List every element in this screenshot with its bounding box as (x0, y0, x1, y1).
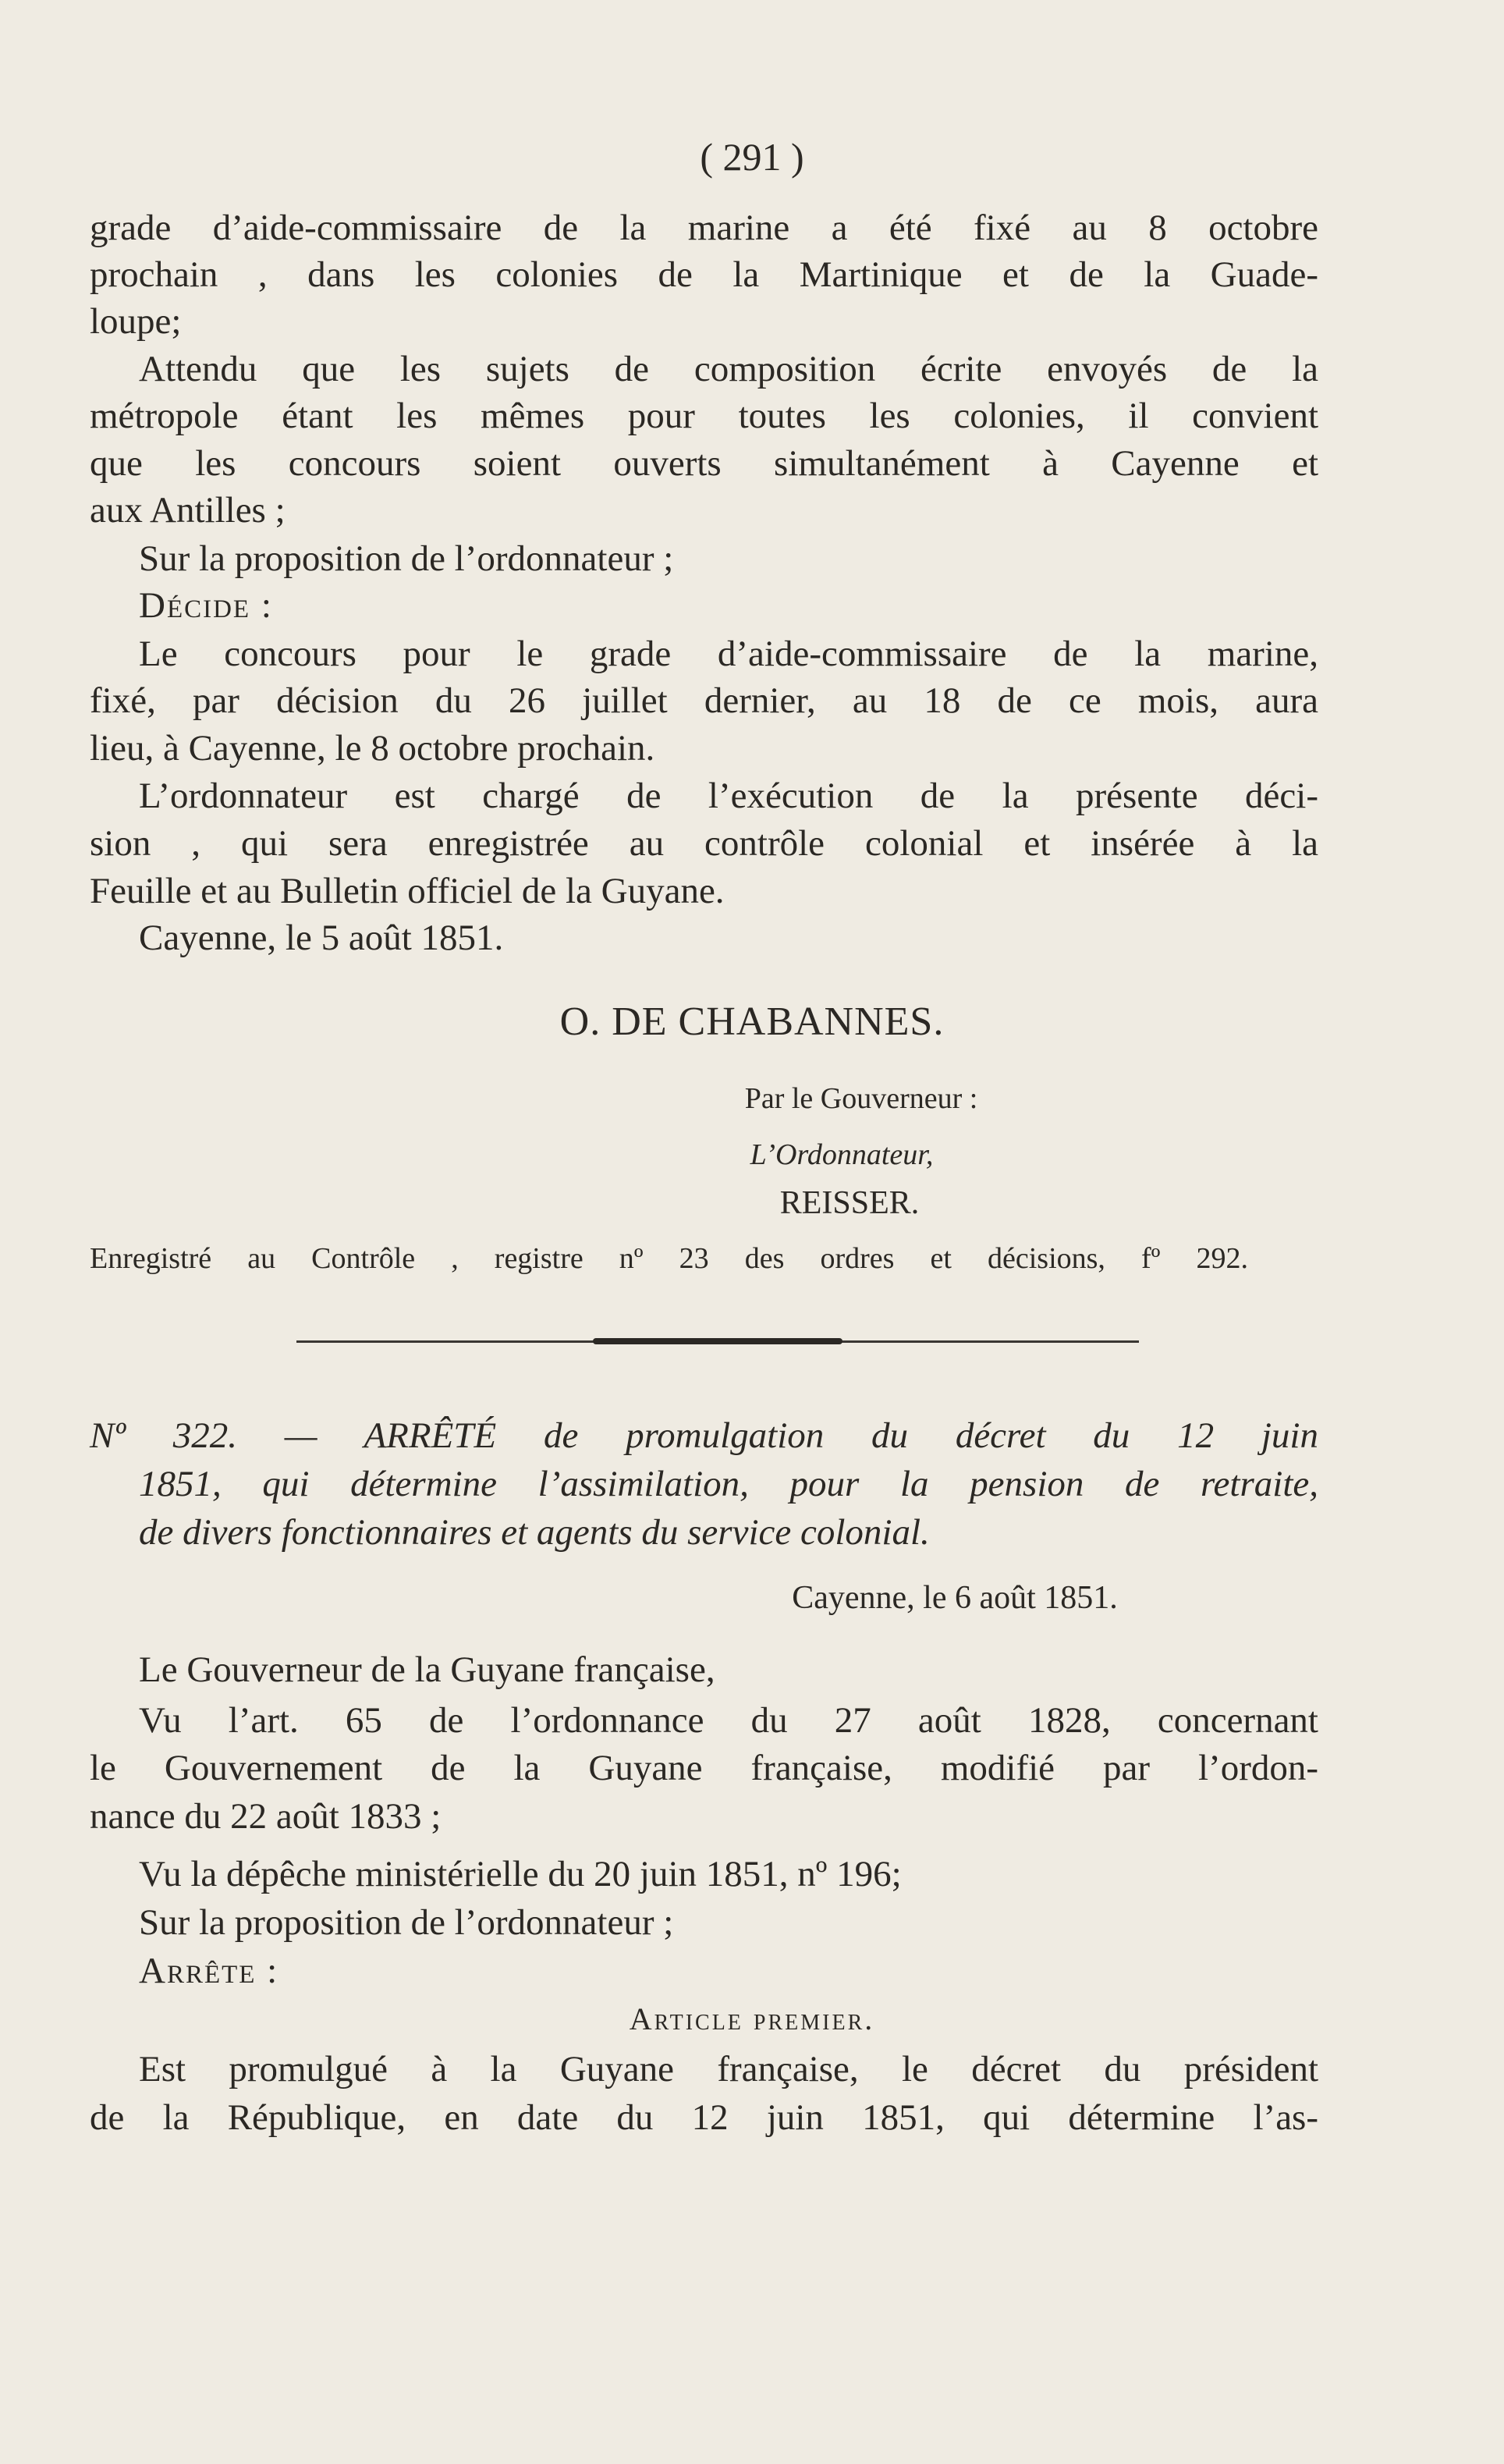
text-line: Est promulgué à la Guyane française, le décret du président (139, 2049, 1318, 2089)
text-line: Feuille et au Bulletin officiel de la Guyane. (90, 871, 725, 911)
section-divider-accent (593, 1338, 842, 1344)
text-line: sion , qui sera enregistrée au contrôle colonial et insérée à la (90, 823, 1318, 864)
text-line: grade d’aide-commissaire de la marine a été fixé au 8 octobre (90, 208, 1318, 248)
par-le-gouverneur: Par le Gouverneur : (744, 1082, 978, 1115)
signature-governor: O. DE CHABANNES. (559, 999, 945, 1044)
text-line: de la République, en date du 12 juin 1851, qui détermine l’as- (90, 2097, 1318, 2138)
text-line: L’ordonnateur est chargé de l’exécution de la présente déci- (139, 776, 1318, 816)
dateline: Cayenne, le 5 août 1851. (139, 918, 504, 958)
text-line: que les concours soient ouverts simultanément à Cayenne et (90, 443, 1318, 484)
text-line: loupe; (90, 301, 182, 342)
registration-note: Enregistré au Contrôle , registre nº 23 des ordres et décisions, fº 292. (90, 1242, 1248, 1275)
page-number: ( 291 ) (700, 135, 804, 179)
text-line: nance du 22 août 1833 ; (90, 1796, 442, 1837)
text-line: Sur la proposition de l’ordonnateur ; (139, 538, 674, 579)
text-line: Le concours pour le grade d’aide-commissaire de la marine, (139, 634, 1318, 674)
article-heading: Article premier. (629, 2001, 875, 2036)
text-line: Vu l’art. 65 de l’ordonnance du 27 août 1828, concernant (139, 1700, 1318, 1741)
arrete-heading: Arrête : (139, 1951, 279, 1991)
text-line: le Gouvernement de la Guyane française, modifié par l’ordon- (90, 1748, 1318, 1788)
arrete-dateline: Cayenne, le 6 août 1851. (792, 1580, 1118, 1616)
text-line: Le Gouverneur de la Guyane française, (139, 1649, 715, 1690)
text-line: aux Antilles ; (90, 490, 286, 531)
text-line: prochain , dans les colonies de la Martinique et de la Guade- (90, 254, 1318, 295)
text-line: fixé, par décision du 26 juillet dernier, au 18 de ce mois, aura (90, 680, 1318, 721)
text-line: Sur la proposition de l’ordonnateur ; (139, 1902, 674, 1943)
arrete-title-line: 1851, qui détermine l’assimilation, pour la pension de retraite, (139, 1464, 1318, 1504)
text-line: lieu, à Cayenne, le 8 octobre prochain. (90, 728, 655, 769)
arrete-title-line: de divers fonctionnaires et agents du service colonial. (139, 1512, 930, 1553)
text-line: Vu la dépêche ministérielle du 20 juin 1851, nº 196; (139, 1854, 902, 1894)
text-line: Attendu que les sujets de composition écrite envoyés de la (139, 349, 1318, 389)
ordonnateur-title: L’Ordonnateur, (750, 1138, 934, 1171)
arrete-title-line: Nº 322. — ARRÊTÉ de promulgation du décret du 12 juin (90, 1415, 1318, 1456)
text-line: métropole étant les mêmes pour toutes les colonies, il convient (90, 396, 1318, 436)
ordonnateur-name: REISSER. (779, 1185, 920, 1221)
decide-heading: Décide : (139, 585, 273, 626)
